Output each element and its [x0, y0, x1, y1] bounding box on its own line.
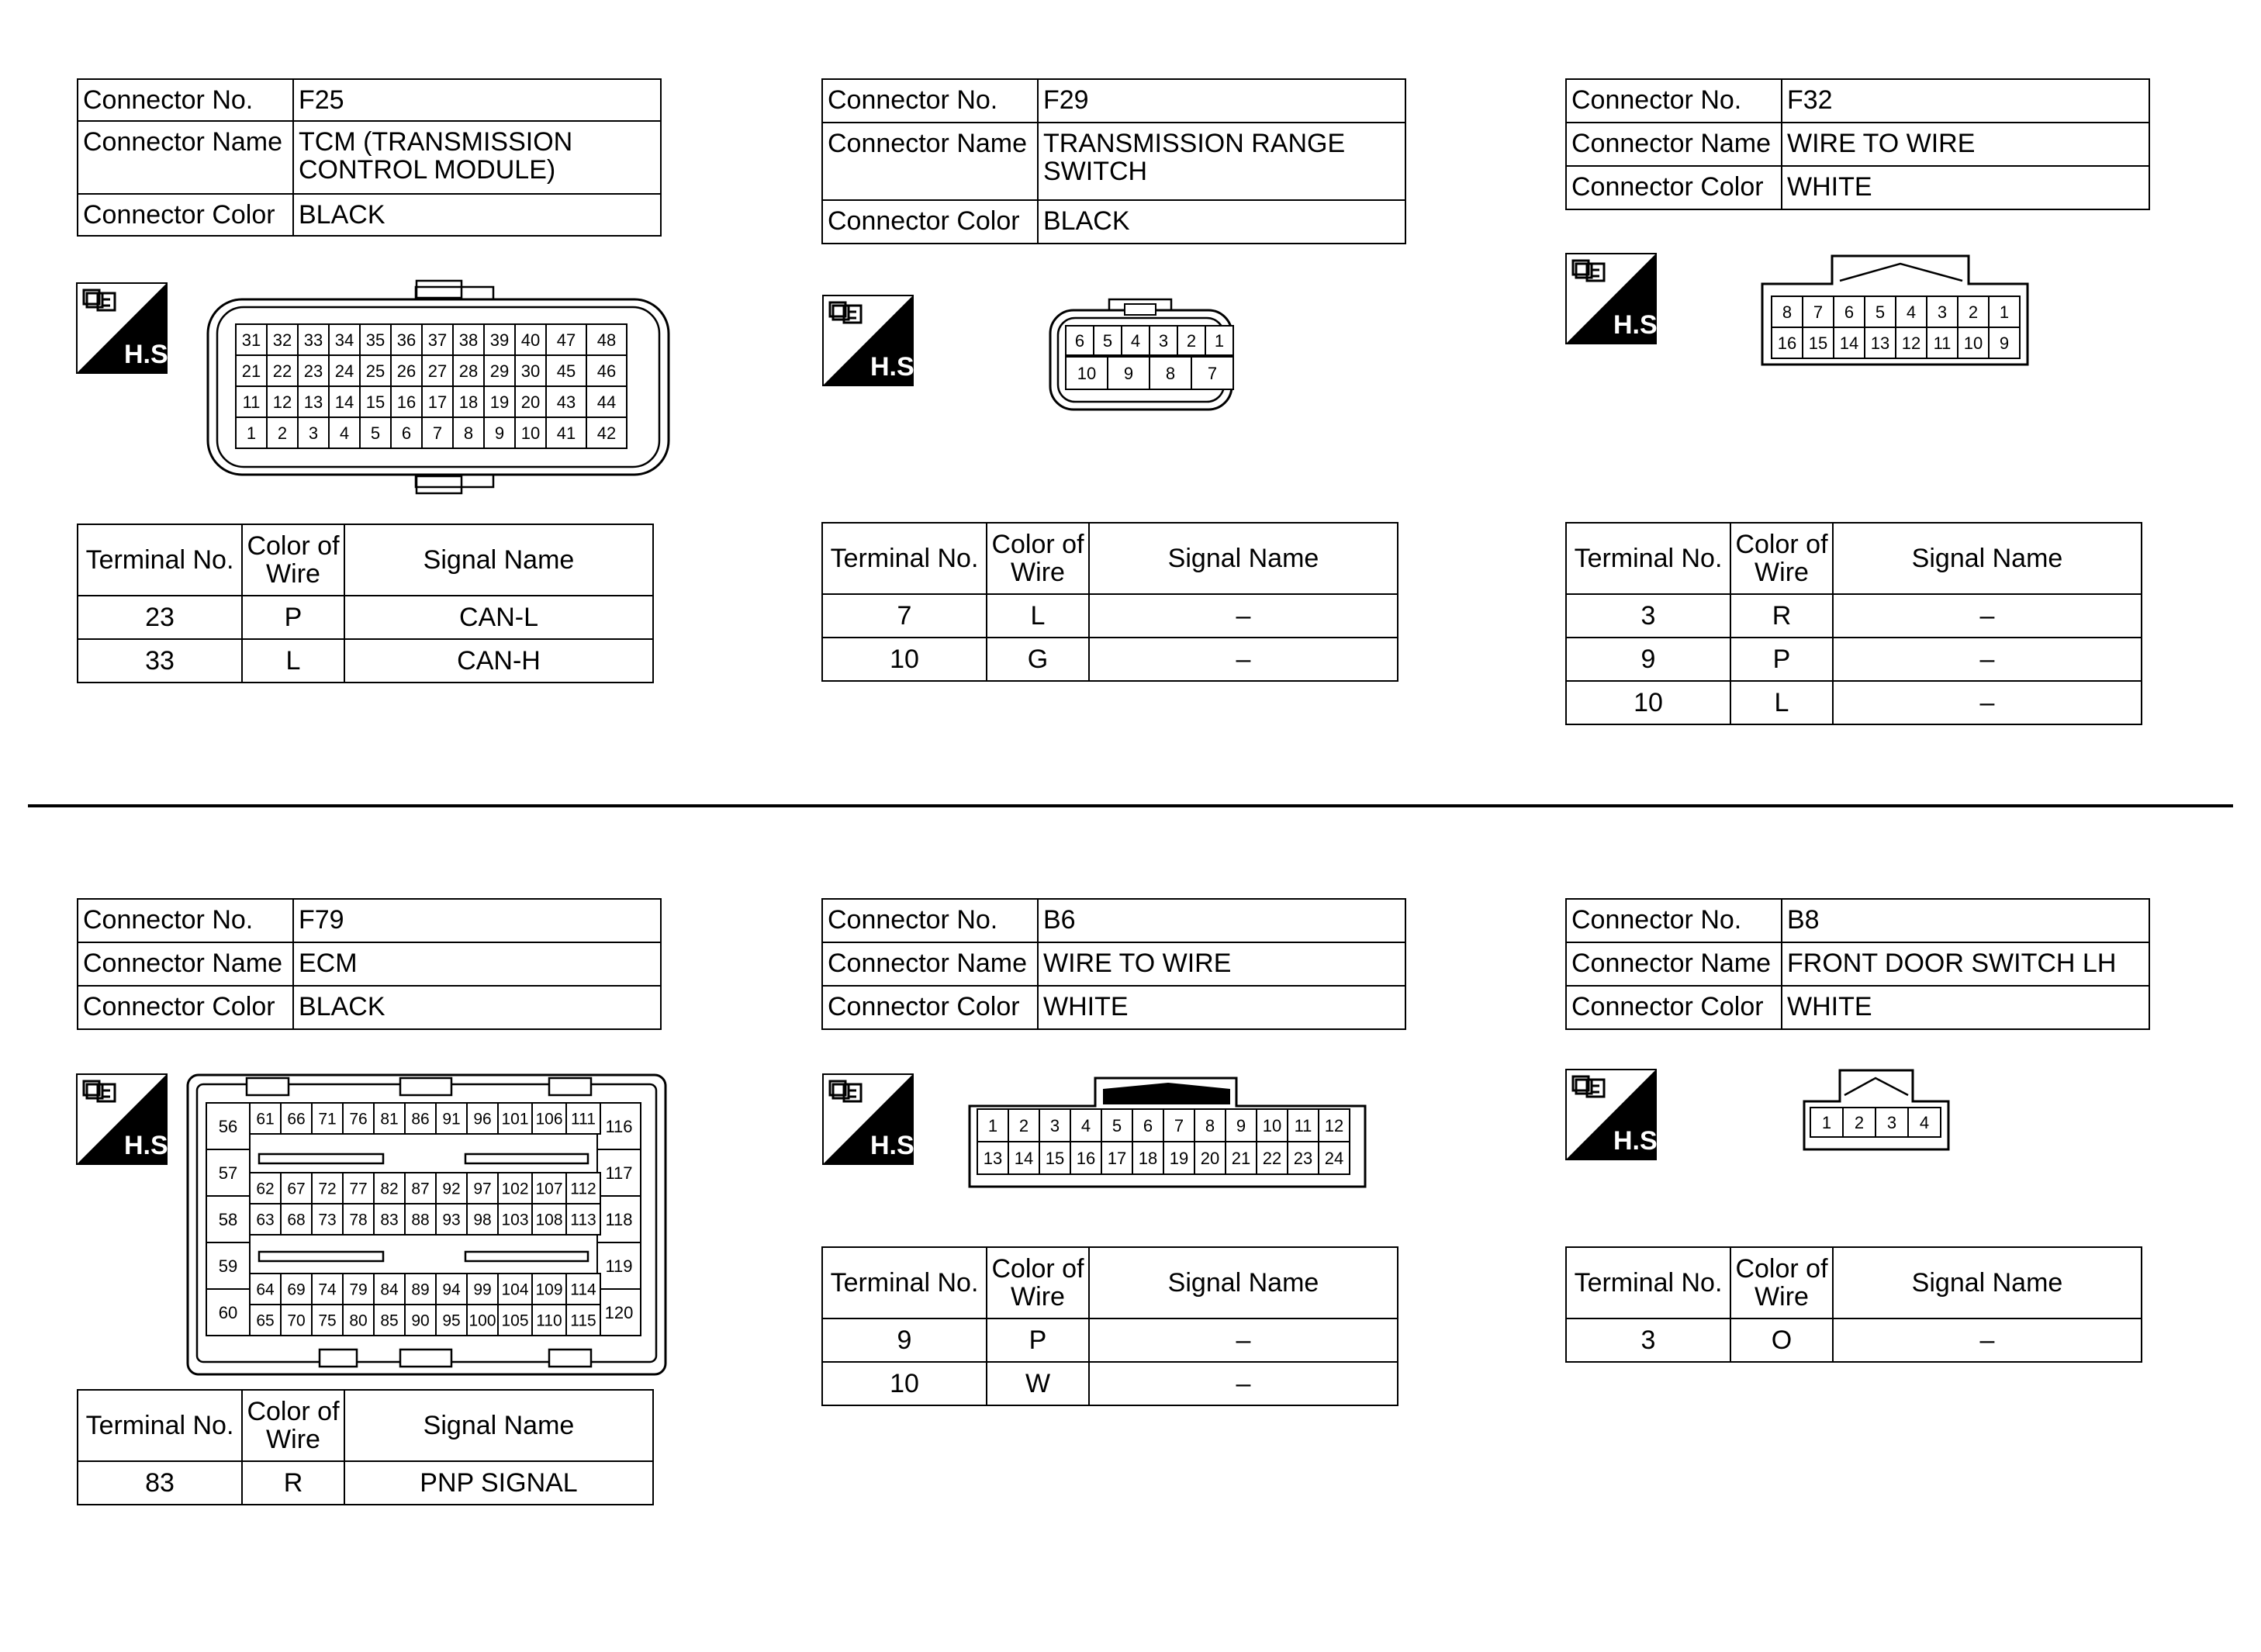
- pin-number: 43: [556, 392, 576, 412]
- terminal-cell: 33: [78, 639, 242, 683]
- terminal-table: [1565, 1246, 2142, 1363]
- table-row: [1566, 594, 2142, 638]
- terminal-cell: 3: [1566, 594, 1730, 638]
- terminal-cell: 9: [1566, 638, 1730, 681]
- pin-number: 74: [318, 1280, 337, 1299]
- pin-number: 94: [442, 1280, 461, 1299]
- signal-name-header: Signal Name: [1089, 1247, 1398, 1318]
- terminal-no-header: Terminal No.: [822, 1247, 987, 1318]
- pin-number: 81: [380, 1110, 399, 1128]
- connector-info-table: [1565, 78, 2150, 210]
- pin-number: 29: [489, 361, 510, 381]
- pin-number: 60: [218, 1302, 238, 1322]
- pin-number: 111: [571, 1110, 596, 1128]
- pin-number: 21: [1231, 1148, 1251, 1168]
- pin-number: 98: [473, 1211, 492, 1229]
- table-row: [78, 639, 653, 683]
- connector-name-value: ECM: [293, 942, 661, 986]
- color-of-wire-header: Color of Wire: [242, 524, 344, 596]
- color-of-wire-header: Color of Wire: [987, 1247, 1089, 1318]
- pin-number: 28: [458, 361, 479, 381]
- pin-number: 67: [287, 1180, 306, 1198]
- terminal-cell: 10: [822, 1362, 987, 1405]
- pin-number: 10: [1963, 333, 1983, 353]
- connector-name-label: Connector Name: [78, 121, 293, 194]
- signal-cell: PNP SIGNAL: [344, 1461, 653, 1505]
- pin-number: 15: [365, 392, 385, 412]
- pin-number: 8: [463, 423, 474, 443]
- pin-number: 1: [1999, 302, 2010, 322]
- pin-number: 11: [1933, 333, 1952, 353]
- color-of-wire-header: Color of Wire: [242, 1390, 344, 1461]
- color-of-wire-header: Color of Wire: [987, 523, 1089, 594]
- pin-number: 6: [1074, 330, 1085, 351]
- pin-number: 5: [370, 423, 381, 443]
- pin-number: 47: [556, 330, 576, 350]
- pin-number: 37: [427, 330, 448, 350]
- connector-name-label: Connector Name: [1566, 123, 1782, 166]
- pin-number: 104: [501, 1280, 529, 1299]
- pin-number: 103: [501, 1211, 529, 1229]
- pin-number: 100: [468, 1312, 496, 1330]
- pin-number: 3: [1158, 330, 1169, 351]
- pin-number: 2: [1854, 1112, 1865, 1132]
- color-of-wire-header: Color of Wire: [1730, 523, 1833, 594]
- terminal-cell: 7: [822, 594, 987, 638]
- pin-number: 13: [983, 1148, 1003, 1168]
- pin-number: 17: [1107, 1148, 1127, 1168]
- pin-number: 4: [339, 423, 350, 443]
- connector-face-b8: [1801, 1067, 1952, 1154]
- pin-number: 13: [1870, 333, 1890, 353]
- connector-color-value: BLACK: [293, 986, 661, 1029]
- pin-number: 36: [396, 330, 417, 350]
- signal-cell: CAN-H: [344, 639, 653, 683]
- pin-number: 18: [1138, 1148, 1158, 1168]
- signal-cell: CAN-L: [344, 596, 653, 639]
- signal-cell: –: [1833, 1318, 2142, 1362]
- pin-number: 8: [1165, 363, 1176, 383]
- connector-color-value: BLACK: [293, 194, 661, 236]
- wire-color-cell: R: [242, 1461, 344, 1505]
- table-row: [78, 1461, 653, 1505]
- pin-number: 8: [1782, 302, 1793, 322]
- pin-number: 70: [287, 1312, 306, 1330]
- pin-number: 22: [272, 361, 292, 381]
- pin-number: 73: [318, 1211, 337, 1229]
- pin-number: 78: [349, 1211, 368, 1229]
- pin-number: 4: [1130, 330, 1141, 351]
- pin-number: 6: [401, 423, 412, 443]
- pin-number: 119: [605, 1256, 633, 1276]
- pin-number: 4: [1906, 302, 1917, 322]
- connector-face-f79: [185, 1072, 669, 1377]
- pin-number: 62: [256, 1180, 275, 1198]
- pin-number: 40: [520, 330, 541, 350]
- terminal-cell: 83: [78, 1461, 242, 1505]
- pin-number: 46: [596, 361, 617, 381]
- connector-info-table: [821, 78, 1406, 244]
- wire-color-cell: P: [987, 1318, 1089, 1362]
- connector-color-label: Connector Color: [822, 200, 1038, 244]
- color-of-wire-header: Color of Wire: [1730, 1247, 1833, 1318]
- signal-name-header: Signal Name: [1833, 523, 2142, 594]
- pin-number: 2: [1968, 302, 1979, 322]
- terminal-cell: 10: [1566, 681, 1730, 724]
- pin-number: 4: [1919, 1112, 1930, 1132]
- pin-number: 18: [458, 392, 479, 412]
- pin-number: 56: [218, 1116, 238, 1136]
- pin-number: 65: [256, 1312, 275, 1330]
- connector-face-f32: [1759, 253, 2031, 369]
- pin-number: 33: [303, 330, 323, 350]
- pin-number: 31: [241, 330, 261, 350]
- terminal-no-header: Terminal No.: [1566, 1247, 1730, 1318]
- pin-number: 77: [349, 1180, 368, 1198]
- pin-number: 113: [570, 1211, 596, 1229]
- pin-number: 19: [1169, 1148, 1189, 1168]
- pin-number: 80: [349, 1312, 368, 1330]
- connector-no-label: Connector No.: [1566, 899, 1782, 942]
- pin-number: 26: [396, 361, 417, 381]
- connector-name-label: Connector Name: [822, 123, 1038, 200]
- pin-number: 23: [1293, 1148, 1313, 1168]
- hs-label: H.S.: [1613, 1126, 1665, 1156]
- connector-name-label: Connector Name: [1566, 942, 1782, 986]
- signal-cell: –: [1089, 1318, 1398, 1362]
- hs-label: H.S.: [870, 352, 922, 382]
- pin-number: 7: [1813, 302, 1824, 322]
- pin-number: 16: [396, 392, 417, 412]
- pin-number: 95: [442, 1312, 461, 1330]
- connector-color-value: WHITE: [1782, 986, 2149, 1029]
- pin-number: 34: [334, 330, 354, 350]
- connector-no-label: Connector No.: [822, 79, 1038, 123]
- pin-number: 76: [349, 1110, 368, 1128]
- signal-cell: –: [1833, 638, 2142, 681]
- pin-number: 68: [287, 1211, 306, 1229]
- pin-number: 2: [277, 423, 288, 443]
- connector-color-label: Connector Color: [78, 986, 293, 1029]
- pin-number: 48: [596, 330, 617, 350]
- table-row: [822, 638, 1398, 681]
- pin-number: 17: [427, 392, 448, 412]
- pin-number: 75: [318, 1312, 337, 1330]
- pin-number: 5: [1102, 330, 1113, 351]
- terminal-table: [77, 1389, 654, 1505]
- connector-no-label: Connector No.: [78, 79, 293, 121]
- pin-number: 4: [1080, 1115, 1091, 1135]
- terminal-cell: 10: [822, 638, 987, 681]
- section-divider: [28, 804, 2233, 807]
- pin-number: 93: [442, 1211, 461, 1229]
- terminal-cell: 9: [822, 1318, 987, 1362]
- signal-cell: –: [1833, 594, 2142, 638]
- connector-name-value: WIRE TO WIRE: [1782, 123, 2149, 166]
- pin-number: 117: [605, 1163, 633, 1183]
- pin-number: 22: [1262, 1148, 1282, 1168]
- wire-color-cell: L: [1730, 681, 1833, 724]
- connector-no-label: Connector No.: [78, 899, 293, 942]
- pin-number: 120: [604, 1302, 634, 1322]
- connector-info-table: [1565, 898, 2150, 1030]
- terminal-no-header: Terminal No.: [822, 523, 987, 594]
- pin-number: 20: [520, 392, 541, 412]
- pin-number: 57: [218, 1163, 238, 1183]
- pin-number: 1: [1821, 1112, 1832, 1132]
- pin-number: 14: [1014, 1148, 1034, 1168]
- pin-number: 108: [535, 1211, 563, 1229]
- harness-side-icon: [76, 282, 176, 374]
- pin-number: 16: [1777, 333, 1797, 353]
- terminal-cell: 3: [1566, 1318, 1730, 1362]
- pin-number: 101: [501, 1110, 529, 1128]
- pin-number: 92: [442, 1180, 461, 1198]
- table-row: [822, 1318, 1398, 1362]
- connector-name-value: WIRE TO WIRE: [1038, 942, 1405, 986]
- pin-number: 7: [1174, 1115, 1184, 1135]
- connector-face-f-b6: [966, 1073, 1368, 1190]
- pin-number: 110: [536, 1312, 562, 1330]
- pin-number: 114: [570, 1280, 596, 1299]
- pin-number: 79: [349, 1280, 368, 1299]
- harness-side-icon: [1565, 253, 1665, 344]
- pin-number: 116: [605, 1116, 633, 1136]
- pin-number: 24: [1324, 1148, 1344, 1168]
- pin-number: 6: [1143, 1115, 1153, 1135]
- pin-number: 12: [1901, 333, 1921, 353]
- signal-name-header: Signal Name: [344, 524, 653, 596]
- signal-cell: –: [1089, 638, 1398, 681]
- wire-color-cell: L: [242, 639, 344, 683]
- pin-number: 23: [303, 361, 323, 381]
- signal-cell: –: [1089, 1362, 1398, 1405]
- connector-no-value: B8: [1782, 899, 2149, 942]
- harness-side-icon: [76, 1073, 176, 1165]
- pin-number: 41: [556, 423, 576, 443]
- pin-number: 14: [334, 392, 354, 412]
- pin-number: 30: [520, 361, 541, 381]
- pin-number: 3: [1886, 1112, 1897, 1132]
- signal-cell: –: [1833, 681, 2142, 724]
- terminal-no-header: Terminal No.: [78, 524, 242, 596]
- pin-number: 2: [1186, 330, 1197, 351]
- pin-number: 83: [380, 1211, 399, 1229]
- pin-number: 7: [1207, 363, 1218, 383]
- pin-number: 16: [1076, 1148, 1096, 1168]
- pin-number: 3: [1937, 302, 1948, 322]
- pin-number: 11: [1294, 1115, 1312, 1135]
- wire-color-cell: W: [987, 1362, 1089, 1405]
- pin-number: 1: [246, 423, 257, 443]
- connector-color-label: Connector Color: [78, 194, 293, 236]
- pin-number: 8: [1205, 1115, 1215, 1135]
- pin-number: 9: [1999, 333, 2010, 353]
- wire-color-cell: L: [987, 594, 1089, 638]
- connector-color-value: WHITE: [1782, 166, 2149, 209]
- signal-name-header: Signal Name: [1089, 523, 1398, 594]
- connector-info-table: [77, 898, 662, 1030]
- table-row: [822, 594, 1398, 638]
- pin-number: 7: [432, 423, 443, 443]
- table-row: [1566, 638, 2142, 681]
- pin-number: 12: [1324, 1115, 1344, 1135]
- wire-color-cell: P: [242, 596, 344, 639]
- connector-no-value: F79: [293, 899, 661, 942]
- harness-side-icon: [822, 1073, 922, 1165]
- pin-number: 89: [411, 1280, 430, 1299]
- pin-number: 66: [287, 1110, 306, 1128]
- table-row: [822, 1362, 1398, 1405]
- pin-number: 6: [1844, 302, 1855, 322]
- connector-color-label: Connector Color: [1566, 986, 1782, 1029]
- pin-number: 13: [303, 392, 323, 412]
- pin-number: 24: [334, 361, 354, 381]
- connector-no-label: Connector No.: [1566, 79, 1782, 123]
- pin-number: 19: [489, 392, 510, 412]
- connector-info-table: [77, 78, 662, 237]
- pin-number: 107: [535, 1180, 563, 1198]
- pin-number: 9: [1236, 1115, 1246, 1135]
- connector-color-value: WHITE: [1038, 986, 1405, 1029]
- pin-number: 3: [1049, 1115, 1060, 1135]
- table-row: [1566, 681, 2142, 724]
- pin-number: 5: [1111, 1115, 1122, 1135]
- connector-name-label: Connector Name: [822, 942, 1038, 986]
- signal-cell: –: [1089, 594, 1398, 638]
- pin-number: 105: [501, 1312, 529, 1330]
- pin-number: 1: [987, 1115, 998, 1135]
- hs-label: H.S.: [1613, 310, 1665, 340]
- pin-number: 87: [411, 1180, 430, 1198]
- harness-side-icon: [822, 295, 922, 386]
- pin-number: 2: [1018, 1115, 1029, 1135]
- signal-name-header: Signal Name: [344, 1390, 653, 1461]
- terminal-no-header: Terminal No.: [1566, 523, 1730, 594]
- terminal-table: [77, 524, 654, 683]
- pin-number: 88: [411, 1211, 430, 1229]
- table-row: [78, 596, 653, 639]
- wire-color-cell: R: [1730, 594, 1833, 638]
- pin-number: 15: [1045, 1148, 1065, 1168]
- harness-side-icon: [1565, 1069, 1665, 1160]
- pin-number: 102: [501, 1180, 529, 1198]
- pin-number: 12: [272, 392, 292, 412]
- pin-number: 10: [1262, 1115, 1282, 1135]
- hs-label: H.S.: [124, 1131, 176, 1160]
- pin-number: 90: [411, 1312, 430, 1330]
- terminal-table: [821, 1246, 1398, 1406]
- pin-number: 82: [380, 1180, 399, 1198]
- wire-color-cell: G: [987, 638, 1089, 681]
- connector-color-value: BLACK: [1038, 200, 1405, 244]
- pin-number: 20: [1200, 1148, 1220, 1168]
- pin-number: 91: [442, 1110, 461, 1128]
- connector-color-label: Connector Color: [1566, 166, 1782, 209]
- pin-number: 63: [256, 1211, 275, 1229]
- pin-number: 69: [287, 1280, 306, 1299]
- pin-number: 58: [218, 1209, 238, 1229]
- pin-number: 99: [473, 1280, 492, 1299]
- connector-name-value: FRONT DOOR SWITCH LH: [1782, 942, 2149, 986]
- pin-number: 3: [308, 423, 319, 443]
- terminal-no-header: Terminal No.: [78, 1390, 242, 1461]
- pin-number: 61: [256, 1110, 275, 1128]
- connector-info-table: [821, 898, 1406, 1030]
- pin-number: 1: [1214, 330, 1225, 351]
- connector-no-value: F29: [1038, 79, 1405, 123]
- connector-name-value: TRANSMISSION RANGE SWITCH: [1038, 123, 1405, 200]
- pin-number: 15: [1808, 333, 1828, 353]
- hs-label: H.S.: [870, 1131, 922, 1160]
- pin-number: 45: [556, 361, 576, 381]
- pin-number: 11: [242, 392, 261, 412]
- pin-number: 14: [1839, 333, 1859, 353]
- pin-number: 42: [596, 423, 617, 443]
- connector-no-label: Connector No.: [822, 899, 1038, 942]
- table-row: [1566, 1318, 2142, 1362]
- pin-number: 109: [535, 1280, 563, 1299]
- pin-number: 25: [365, 361, 385, 381]
- pin-number: 72: [318, 1180, 337, 1198]
- connector-face-f25: [205, 278, 672, 496]
- pin-number: 96: [473, 1110, 492, 1128]
- pin-number: 112: [570, 1180, 596, 1198]
- hs-label: H.S.: [124, 340, 176, 369]
- terminal-cell: 23: [78, 596, 242, 639]
- signal-name-header: Signal Name: [1833, 1247, 2142, 1318]
- pin-number: 118: [605, 1209, 633, 1229]
- pin-number: 5: [1875, 302, 1886, 322]
- pin-number: 64: [256, 1280, 275, 1299]
- terminal-table: [1565, 522, 2142, 725]
- pin-number: 21: [241, 361, 261, 381]
- connector-name-value: TCM (TRANSMISSION CONTROL MODULE): [293, 121, 661, 194]
- pin-number: 9: [494, 423, 505, 443]
- pin-number: 86: [411, 1110, 430, 1128]
- pin-number: 44: [596, 392, 617, 412]
- pin-number: 10: [520, 423, 541, 443]
- wire-color-cell: P: [1730, 638, 1833, 681]
- pin-number: 59: [218, 1256, 238, 1276]
- pin-number: 38: [458, 330, 479, 350]
- terminal-table: [821, 522, 1398, 682]
- connector-no-value: F32: [1782, 79, 2149, 123]
- pin-number: 32: [272, 330, 292, 350]
- pin-number: 106: [535, 1110, 563, 1128]
- pin-number: 35: [365, 330, 385, 350]
- pin-number: 97: [473, 1180, 492, 1198]
- pin-number: 84: [380, 1280, 399, 1299]
- pin-number: 71: [318, 1110, 337, 1128]
- pin-number: 27: [427, 361, 448, 381]
- pin-number: 85: [380, 1312, 399, 1330]
- pin-number: 10: [1077, 363, 1097, 383]
- pin-number: 9: [1123, 363, 1134, 383]
- connector-name-label: Connector Name: [78, 942, 293, 986]
- pin-number: 39: [489, 330, 510, 350]
- connector-face-f29: [1047, 295, 1235, 413]
- connector-no-value: F25: [293, 79, 661, 121]
- pin-number: 115: [570, 1312, 596, 1330]
- wire-color-cell: O: [1730, 1318, 1833, 1362]
- connector-no-value: B6: [1038, 899, 1405, 942]
- connector-color-label: Connector Color: [822, 986, 1038, 1029]
